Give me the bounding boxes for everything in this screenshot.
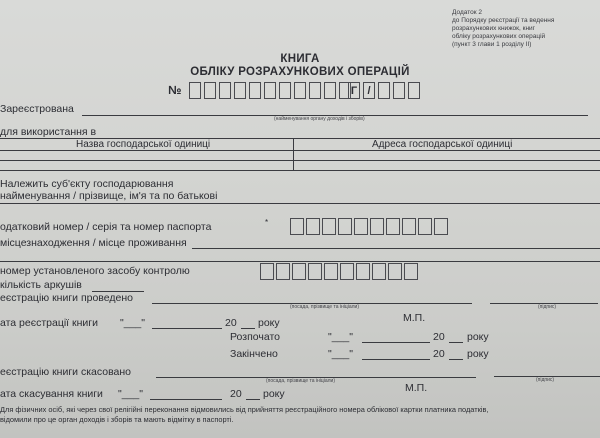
usage-col-name-header: Назва господарської одиниці [76,139,211,150]
cancellation-date-day[interactable]: "___" [118,388,143,400]
registered-label: Зареєстрована [0,103,74,115]
owner-name-line[interactable] [0,203,600,204]
usage-label: для використання в [0,126,97,138]
finished-label: Закінчено [230,348,278,360]
control-device-digit-box[interactable] [372,263,386,280]
number-slash-box[interactable]: / [363,82,375,99]
location-line-2[interactable] [0,261,600,262]
control-device-digit-box[interactable] [388,263,402,280]
title-line-2: ОБЛІКУ РОЗРАХУНКОВИХ ОПЕРАЦІЙ [190,66,410,78]
tax-number-label: одатковий номер / серія та номер паспорта [0,221,212,233]
usage-col-address-header: Адреса господарської одиниці [372,139,513,150]
started-year-prefix: 20 [433,331,445,343]
cancellation-person-caption: (посада, прізвище та ініціали) [266,378,335,384]
number-digit-box[interactable] [219,82,231,99]
finished-month-line[interactable] [362,359,430,360]
finished-year-line[interactable] [449,359,463,360]
cancellation-date-year-line[interactable] [246,399,260,400]
registration-date-year-suffix: року [258,317,280,329]
appendix-note-line: до Порядку реєстрації та ведення [452,17,555,24]
finished-day[interactable]: "___" [328,348,353,360]
number-digit-box[interactable] [393,82,405,99]
usage-table-row-border [0,160,600,161]
appendix-note-line: Додаток 2 [452,9,482,16]
usage-table-header-border [0,150,600,151]
cancellation-date-year-prefix: 20 [230,388,242,400]
control-device-digit-box[interactable] [356,263,370,280]
tax-number-digit-box[interactable] [354,218,368,235]
location-line[interactable] [192,248,600,249]
appendix-note-line: розрахункових книжок, книг [452,25,536,32]
registration-date-year-prefix: 20 [225,317,237,329]
registration-person-caption: (посада, прізвище та ініціали) [290,304,359,310]
appendix-note-line: обліку розрахункових операцій [452,33,546,40]
number-digit-box[interactable] [279,82,291,99]
registration-date-year-line[interactable] [241,328,255,329]
number-sign: № [168,83,182,97]
tax-number-digit-box[interactable] [418,218,432,235]
started-year-suffix: року [467,331,489,343]
control-device-digit-box[interactable] [404,263,418,280]
cancellation-label: еєстрацію книги скасовано [0,366,132,378]
footnote-line-1: Для фізичних осіб, які через свої релігійні переконання відмовились від прийняття реєстраційного номера облікової картки платника податків, [0,405,489,414]
number-digit-box[interactable] [264,82,276,99]
cancellation-date-year-suffix: року [263,388,285,400]
started-day[interactable]: "___" [328,331,353,343]
started-year-line[interactable] [449,342,463,343]
owner-label: Належить суб'єкту господарювання [0,178,174,190]
registration-label: еєстрацію книги проведено [0,292,133,304]
number-digit-box[interactable] [189,82,201,99]
tax-number-digit-box[interactable] [290,218,304,235]
registered-caption: (найменування органу доходів і зборів) [274,116,365,122]
cancellation-date-label: ата скасування книги [0,388,103,400]
usage-table-bottom-border [0,170,600,171]
registration-date-label: ата реєстрації книги [0,317,98,329]
finished-year-prefix: 20 [433,348,445,360]
owner-name-label: найменування / прізвище, ім'я та по батькові [0,190,218,202]
number-digit-box[interactable] [378,82,390,99]
tax-number-digit-box[interactable] [434,218,448,235]
number-digit-box[interactable] [234,82,246,99]
appendix-note-line: (пункт 3 глави 1 розділу ІІ) [452,41,532,48]
location-label: місцезнаходження / місце проживання [0,237,187,249]
title-line-1: КНИГА [280,53,320,65]
number-digit-box[interactable] [294,82,306,99]
number-digit-box[interactable] [204,82,216,99]
control-device-digit-box[interactable] [308,263,322,280]
registration-date-month-line[interactable] [152,328,222,329]
tax-number-digit-box[interactable] [322,218,336,235]
finished-year-suffix: року [467,348,489,360]
cancellation-stamp-place: М.П. [405,382,428,394]
registration-date-day[interactable]: "___" [120,317,145,329]
control-device-digit-box[interactable] [292,263,306,280]
footnote-line-2: відомили про це орган доходів і зборів та мають відмітку в паспорті. [0,415,234,424]
cancellation-sign-caption: (підпис) [536,377,555,383]
usage-table-column-divider [293,138,294,170]
control-device-digit-box[interactable] [324,263,338,280]
tax-number-digit-box[interactable] [306,218,320,235]
started-label: Розпочато [230,331,280,343]
control-device-digit-box[interactable] [276,263,290,280]
registration-sign-caption: (підпис) [538,304,557,310]
registration-stamp-place: М.П. [403,312,426,324]
control-device-digit-box[interactable] [340,263,354,280]
control-device-digit-box[interactable] [260,263,274,280]
number-series-letter-box[interactable]: Г [348,82,360,99]
started-month-line[interactable] [362,342,430,343]
number-digit-box[interactable] [249,82,261,99]
cancellation-date-month-line[interactable] [150,399,222,400]
tax-number-digit-box[interactable] [370,218,384,235]
sheets-label: кількість аркушів [0,279,82,291]
number-digit-box[interactable] [408,82,420,99]
number-digit-box[interactable] [324,82,336,99]
control-device-label: номер установленого засобу контролю [0,265,190,277]
tax-number-digit-box[interactable] [386,218,400,235]
tax-number-digit-box[interactable] [338,218,352,235]
number-digit-box[interactable] [309,82,321,99]
appendix-note [452,9,592,49]
tax-number-footnote-mark: * [265,218,269,227]
tax-number-digit-box[interactable] [402,218,416,235]
